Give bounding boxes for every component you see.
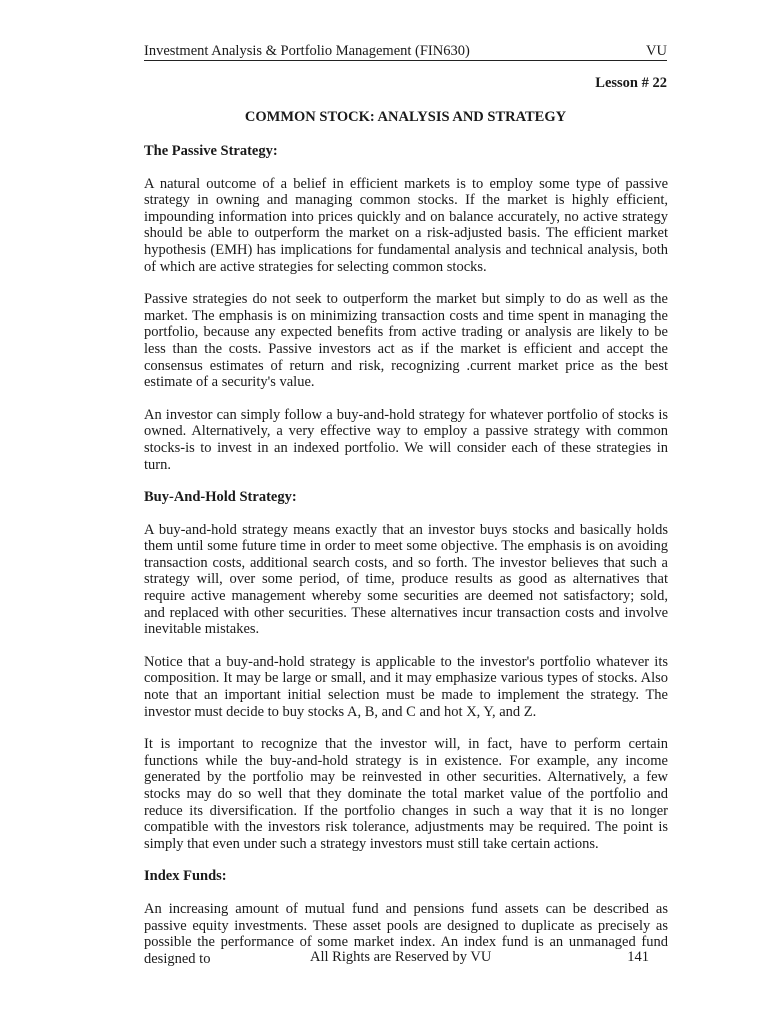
paragraph: Notice that a buy-and-hold strategy is applicable to the investor's portfolio whatever its composition. It may be large or small, and it may emphasize various types of stocks. Also note that an important initial selection must be made to implement the strategy. The investor must decide to buy stocks A, B, and C and hot X, Y, and Z. [144, 653, 668, 720]
section-heading-index-funds: Index Funds: [144, 868, 227, 885]
section-heading-passive: The Passive Strategy: [144, 143, 278, 159]
page-title: COMMON STOCK: ANALYSIS AND STRATEGY [244, 109, 567, 125]
paragraph: A natural outcome of a belief in efficient markets is to employ some type of passive strategy in owning and managing common stocks. If the market is highly efficient, impounding information into prices quickly and on balance accurately, no active strategy should be able to outperform the market on a risk-adjusted basis. The efficient market hypothesis (EMH) has implications for fundamental analysis and technical analysis, both of which are active strategies for selecting common stocks. [144, 175, 668, 275]
paragraph: An investor can simply follow a buy-and-hold strategy for whatever portfolio of stocks is owned. Alternatively, a very effective way to employ a passive strategy with common stocks-is to invest in an indexed portfolio. We will consider each of these strategies in turn. [144, 406, 668, 473]
lesson-number: Lesson # 22 [595, 75, 667, 91]
institution-name: VU [646, 43, 667, 59]
paragraph: A buy-and-hold strategy means exactly that an investor buys stocks and basically holds them until some future time in order to meet some objective. The emphasis is on avoiding transaction costs, additional search costs, and so forth. The investor believes that such a strategy will, over some period, of time, produce results as good as alternatives that require active management whereby some securities are deemed not satisfactory; sold, and replaced with other securities. These alternatives incur transaction costs and involve inevitable mistakes. [144, 521, 668, 638]
course-title: Investment Analysis & Portfolio Management (FIN630) [144, 43, 470, 59]
copyright-notice: All Rights are Reserved by VU [310, 949, 492, 965]
paragraph: Passive strategies do not seek to outperform the market but simply to do as well as the market. The emphasis is on minimizing transaction costs and time spent in managing the portfolio, because any expected benefits from active trading or analysis are likely to be less than the costs. Passive investors act as if the market is efficient and accept the consensus estimates of return and risk, recognizing .current market price as the best estimate of a security's value. [144, 291, 668, 391]
page-header [144, 42, 667, 61]
section-heading-buy-and-hold: Buy-And-Hold Strategy: [144, 489, 297, 506]
paragraph: An increasing amount of mutual fund and pensions fund assets can be described as passive equity investments. These asset pools are designed to duplicate as precisely as possible the performance of some market index. An index fund is an unmanaged fund designed to [144, 900, 668, 967]
document-body [144, 143, 668, 983]
page-number: 141 [627, 949, 649, 965]
paragraph: It is important to recognize that the investor will, in fact, have to perform certain functions while the buy-and-hold strategy is in existence. For example, any income generated by the portfolio may be reinvested in other securities. Alternatively, a few stocks may do so well that they dominate the total market value of the portfolio and reduce its diversification. If the portfolio changes in such a way that it is no longer compatible with the investors risk tolerance, adjustments may be required. The point is simply that even under such a strategy investors must still take certain actions. [144, 736, 668, 852]
